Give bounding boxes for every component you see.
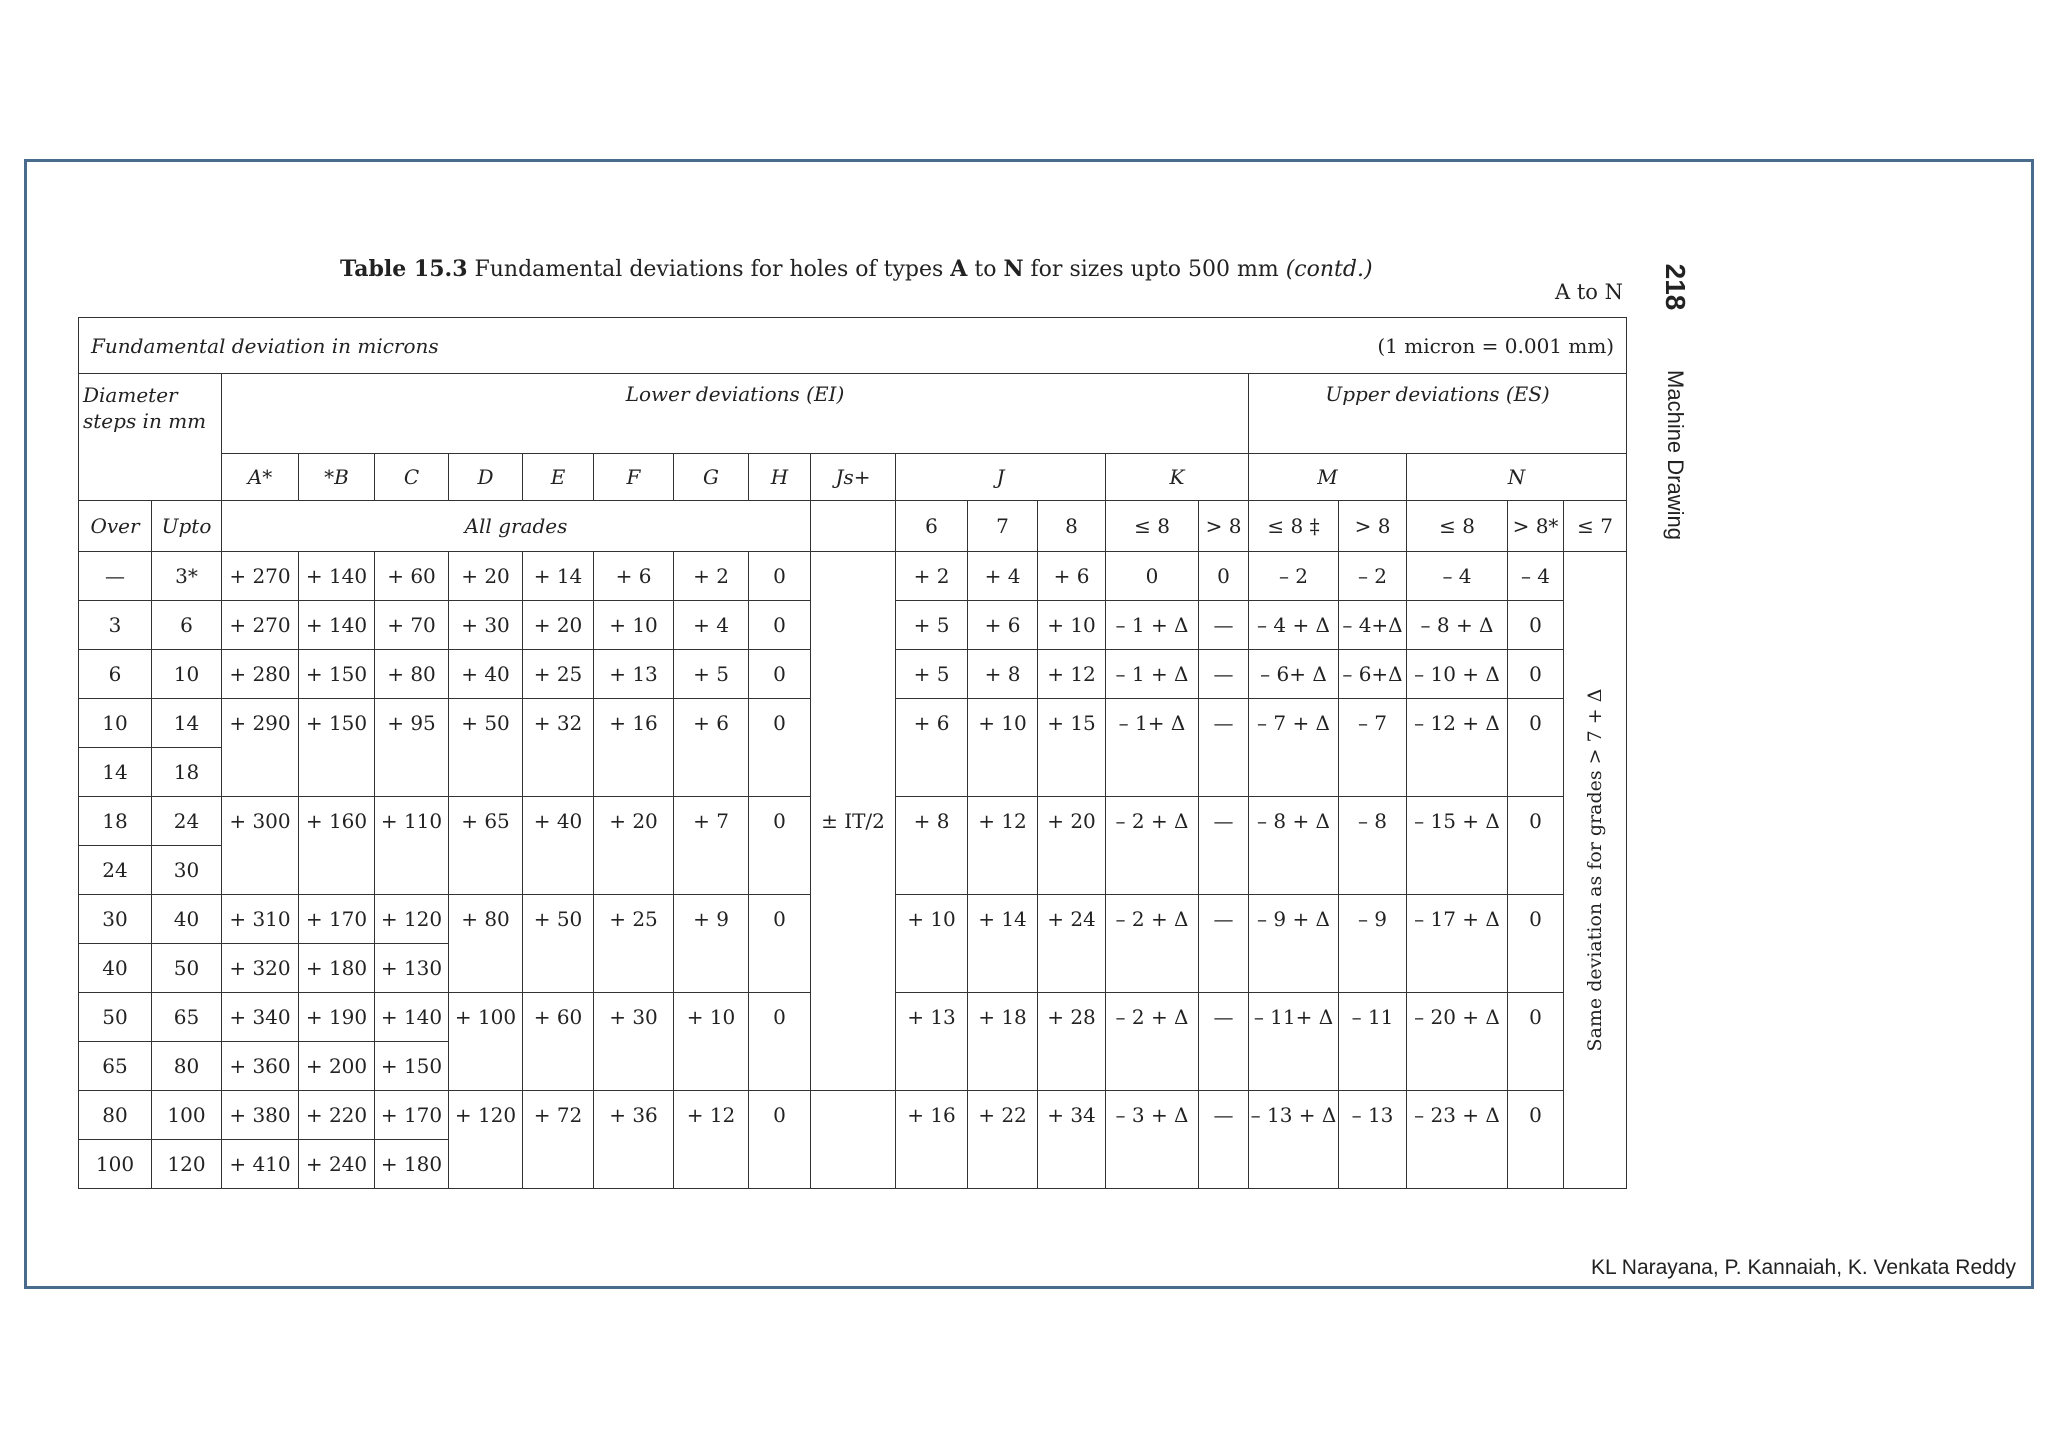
cell-upto: 30	[152, 846, 222, 895]
cell-k-gt8: —	[1199, 993, 1249, 1091]
col-n: N	[1407, 454, 1627, 501]
grade-m-gt8: > 8	[1339, 501, 1407, 552]
cell-k-gt8: —	[1199, 797, 1249, 895]
cell-b: + 220	[299, 1091, 375, 1140]
col-a: A*	[222, 454, 299, 501]
table-row	[79, 1091, 1627, 1140]
cell-k-gt8: —	[1199, 1091, 1249, 1189]
cell-d: + 65	[449, 797, 523, 895]
cell-k-gt8: —	[1199, 601, 1249, 650]
cell-over: 50	[79, 993, 152, 1042]
cell-j8: + 34	[1038, 1091, 1106, 1189]
lower-deviations-header: Lower deviations (EI)	[222, 374, 1249, 454]
cell-a: + 320	[222, 944, 299, 993]
cell-a: + 270	[222, 552, 299, 601]
cell-f: + 25	[594, 895, 674, 993]
cell-e: + 40	[523, 797, 594, 895]
cell-j8: + 20	[1038, 797, 1106, 895]
cell-n-le8: – 15 + Δ	[1407, 797, 1508, 895]
table-row	[79, 552, 1627, 601]
grade-n-le8: ≤ 8	[1407, 501, 1508, 552]
cell-c: + 95	[375, 699, 449, 797]
over-header: Over	[79, 501, 152, 552]
cell-e: + 50	[523, 895, 594, 993]
grade-m-le8: ≤ 8 ‡	[1249, 501, 1339, 552]
cell-k-gt8: 0	[1199, 552, 1249, 601]
cell-j6: + 10	[896, 895, 968, 993]
cell-n-gt8: 0	[1508, 1091, 1564, 1189]
cell-d: + 120	[449, 1091, 523, 1189]
cell-e: + 25	[523, 650, 594, 699]
cell-h: 0	[749, 699, 811, 797]
page-number: 218	[1660, 263, 1691, 311]
cell-c: + 130	[375, 944, 449, 993]
cell-c: + 120	[375, 895, 449, 944]
cell-b: + 190	[299, 993, 375, 1042]
js-grade-blank	[811, 501, 896, 552]
cell-n-le8: – 20 + Δ	[1407, 993, 1508, 1091]
cell-j8: + 6	[1038, 552, 1106, 601]
cell-m-le8: – 11+ Δ	[1249, 993, 1339, 1091]
grade-j7: 7	[968, 501, 1038, 552]
cell-n-le8: – 4	[1407, 552, 1508, 601]
cell-f: + 6	[594, 552, 674, 601]
col-f: F	[594, 454, 674, 501]
cell-upto: 100	[152, 1091, 222, 1140]
cell-m-le8: – 13 + Δ	[1249, 1091, 1339, 1189]
col-g: G	[674, 454, 749, 501]
cell-e: + 32	[523, 699, 594, 797]
cell-m-gt8: – 8	[1339, 797, 1407, 895]
cell-h: 0	[749, 1091, 811, 1189]
cell-upto: 80	[152, 1042, 222, 1091]
cell-g: + 2	[674, 552, 749, 601]
cell-over: 6	[79, 650, 152, 699]
cell-m-le8: – 8 + Δ	[1249, 797, 1339, 895]
col-js: Js+	[811, 454, 896, 501]
cell-k-le8: – 2 + Δ	[1106, 895, 1199, 993]
cell-n-gt8: – 4	[1508, 552, 1564, 601]
cell-b: + 200	[299, 1042, 375, 1091]
cell-m-gt8: – 11	[1339, 993, 1407, 1091]
cell-n-gt8: 0	[1508, 650, 1564, 699]
cell-over: 10	[79, 699, 152, 748]
same-deviation-note: Same deviation as for grades > 7 + Δ	[1564, 552, 1627, 1189]
header-row-letters	[79, 454, 1627, 501]
cell-n-gt8: 0	[1508, 797, 1564, 895]
cell-n-gt8: 0	[1508, 699, 1564, 797]
grade-k-le8: ≤ 8	[1106, 501, 1199, 552]
cell-n-gt8: 0	[1508, 601, 1564, 650]
cell-g: + 6	[674, 699, 749, 797]
cell-n-le8: – 8 + Δ	[1407, 601, 1508, 650]
cell-b: + 180	[299, 944, 375, 993]
upper-deviations-header: Upper deviations (ES)	[1249, 374, 1627, 454]
cell-over: 3	[79, 601, 152, 650]
cell-over: 18	[79, 797, 152, 846]
cell-j6: + 5	[896, 601, 968, 650]
cell-g: + 10	[674, 993, 749, 1091]
cell-over: 40	[79, 944, 152, 993]
cell-h: 0	[749, 895, 811, 993]
cell-upto: 50	[152, 944, 222, 993]
cell-c: + 140	[375, 993, 449, 1042]
cell-k-le8: – 2 + Δ	[1106, 993, 1199, 1091]
cell-over: 65	[79, 1042, 152, 1091]
grade-j8: 8	[1038, 501, 1106, 552]
cell-d: + 40	[449, 650, 523, 699]
cell-f: + 13	[594, 650, 674, 699]
cell-upto: 65	[152, 993, 222, 1042]
cell-j7: + 12	[968, 797, 1038, 895]
col-h: H	[749, 454, 811, 501]
cell-h: 0	[749, 601, 811, 650]
cell-j7: + 14	[968, 895, 1038, 993]
cell-b: + 140	[299, 601, 375, 650]
cell-m-gt8: – 6+Δ	[1339, 650, 1407, 699]
cell-n-gt8: 0	[1508, 895, 1564, 993]
header-row-deviations	[79, 374, 1627, 454]
col-j: J	[896, 454, 1106, 501]
cell-n-le8: – 12 + Δ	[1407, 699, 1508, 797]
cell-e: + 14	[523, 552, 594, 601]
cell-d: + 30	[449, 601, 523, 650]
cell-m-gt8: – 9	[1339, 895, 1407, 993]
cell-g: + 4	[674, 601, 749, 650]
cell-j8: + 24	[1038, 895, 1106, 993]
cell-a: + 380	[222, 1091, 299, 1140]
cell-f: + 10	[594, 601, 674, 650]
cell-k-le8: – 3 + Δ	[1106, 1091, 1199, 1189]
cell-over: 100	[79, 1140, 152, 1189]
cell-j6: + 8	[896, 797, 968, 895]
cell-upto: 3*	[152, 552, 222, 601]
cell-k-gt8: —	[1199, 895, 1249, 993]
cell-k-gt8: —	[1199, 650, 1249, 699]
cell-upto: 10	[152, 650, 222, 699]
cell-m-le8: – 6+ Δ	[1249, 650, 1339, 699]
grade-k-gt8: > 8	[1199, 501, 1249, 552]
cell-e: + 72	[523, 1091, 594, 1189]
cell-m-gt8: – 13	[1339, 1091, 1407, 1189]
cell-f: + 30	[594, 993, 674, 1091]
cell-b: + 240	[299, 1140, 375, 1189]
js-blank-cell	[811, 1091, 896, 1189]
cell-n-le8: – 17 + Δ	[1407, 895, 1508, 993]
cell-a: + 340	[222, 993, 299, 1042]
cell-b: + 140	[299, 552, 375, 601]
cell-a: + 300	[222, 797, 299, 895]
cell-n-le8: – 23 + Δ	[1407, 1091, 1508, 1189]
col-d: D	[449, 454, 523, 501]
cell-b: + 160	[299, 797, 375, 895]
cell-j7: + 22	[968, 1091, 1038, 1189]
cell-upto: 40	[152, 895, 222, 944]
cell-b: + 170	[299, 895, 375, 944]
cell-upto: 6	[152, 601, 222, 650]
cell-j6: + 2	[896, 552, 968, 601]
cell-m-le8: – 2	[1249, 552, 1339, 601]
cell-k-le8: 0	[1106, 552, 1199, 601]
cell-m-le8: – 7 + Δ	[1249, 699, 1339, 797]
js-value-cell: ± IT/2	[811, 552, 896, 1091]
cell-n-le8: – 10 + Δ	[1407, 650, 1508, 699]
cell-over: 80	[79, 1091, 152, 1140]
col-c: C	[375, 454, 449, 501]
deviations-table	[78, 317, 1627, 1189]
cell-j6: + 5	[896, 650, 968, 699]
cell-k-le8: – 2 + Δ	[1106, 797, 1199, 895]
diameter-steps-header: Diameter steps in mm	[79, 374, 222, 501]
cell-n-gt8: 0	[1508, 993, 1564, 1091]
cell-b: + 150	[299, 650, 375, 699]
cell-g: + 12	[674, 1091, 749, 1189]
cell-d: + 20	[449, 552, 523, 601]
cell-c: + 180	[375, 1140, 449, 1189]
header-row-grades	[79, 501, 1627, 552]
cell-f: + 20	[594, 797, 674, 895]
cell-a: + 360	[222, 1042, 299, 1091]
cell-m-le8: – 4 + Δ	[1249, 601, 1339, 650]
cell-upto: 120	[152, 1140, 222, 1189]
cell-c: + 170	[375, 1091, 449, 1140]
cell-over: 30	[79, 895, 152, 944]
cell-over: 24	[79, 846, 152, 895]
grade-n-le7: ≤ 7	[1564, 501, 1627, 552]
fundamental-deviation-header: Fundamental deviation in microns (1 micron = 0.001 mm)	[79, 318, 1627, 374]
grade-j6: 6	[896, 501, 968, 552]
cell-h: 0	[749, 552, 811, 601]
cell-m-gt8: – 2	[1339, 552, 1407, 601]
cell-d: + 80	[449, 895, 523, 993]
authors-credit: KL Narayana, P. Kannaiah, K. Venkata Reddy	[1591, 1256, 2016, 1279]
cell-e: + 60	[523, 993, 594, 1091]
cell-j8: + 28	[1038, 993, 1106, 1091]
cell-j7: + 4	[968, 552, 1038, 601]
cell-m-le8: – 9 + Δ	[1249, 895, 1339, 993]
cell-a: + 410	[222, 1140, 299, 1189]
cell-c: + 110	[375, 797, 449, 895]
cell-m-gt8: – 7	[1339, 699, 1407, 797]
cell-upto: 24	[152, 797, 222, 846]
cell-g: + 5	[674, 650, 749, 699]
cell-j7: + 18	[968, 993, 1038, 1091]
cell-a: + 290	[222, 699, 299, 797]
cell-a: + 270	[222, 601, 299, 650]
cell-j7: + 10	[968, 699, 1038, 797]
cell-d: + 100	[449, 993, 523, 1091]
cell-k-le8: – 1 + Δ	[1106, 650, 1199, 699]
cell-j8: + 12	[1038, 650, 1106, 699]
cell-h: 0	[749, 797, 811, 895]
cell-g: + 7	[674, 797, 749, 895]
cell-f: + 16	[594, 699, 674, 797]
cell-j6: + 16	[896, 1091, 968, 1189]
cell-a: + 280	[222, 650, 299, 699]
col-b: *B	[299, 454, 375, 501]
cell-b: + 150	[299, 699, 375, 797]
cell-upto: 14	[152, 699, 222, 748]
cell-m-gt8: – 4+Δ	[1339, 601, 1407, 650]
cell-a: + 310	[222, 895, 299, 944]
book-title: Machine Drawing	[1663, 370, 1688, 540]
cell-c: + 150	[375, 1042, 449, 1091]
all-grades-header: All grades	[222, 501, 811, 552]
cell-c: + 70	[375, 601, 449, 650]
range-label: A to N	[1555, 280, 1623, 304]
cell-k-le8: – 1 + Δ	[1106, 601, 1199, 650]
cell-upto: 18	[152, 748, 222, 797]
cell-j6: + 6	[896, 699, 968, 797]
col-e: E	[523, 454, 594, 501]
cell-f: + 36	[594, 1091, 674, 1189]
cell-c: + 60	[375, 552, 449, 601]
cell-j7: + 8	[968, 650, 1038, 699]
cell-over: 14	[79, 748, 152, 797]
upto-header: Upto	[152, 501, 222, 552]
col-k: K	[1106, 454, 1249, 501]
cell-j8: + 10	[1038, 601, 1106, 650]
cell-h: 0	[749, 993, 811, 1091]
table-title: Table 15.3 Fundamental deviations for holes of types A to N for sizes upto 500 mm (contd.)	[340, 256, 1373, 282]
cell-c: + 80	[375, 650, 449, 699]
cell-d: + 50	[449, 699, 523, 797]
cell-e: + 20	[523, 601, 594, 650]
cell-j6: + 13	[896, 993, 968, 1091]
header-row-top	[79, 318, 1627, 374]
cell-j8: + 15	[1038, 699, 1106, 797]
cell-k-le8: – 1+ Δ	[1106, 699, 1199, 797]
cell-k-gt8: —	[1199, 699, 1249, 797]
grade-n-gt8: > 8*	[1508, 501, 1564, 552]
cell-j7: + 6	[968, 601, 1038, 650]
cell-h: 0	[749, 650, 811, 699]
cell-g: + 9	[674, 895, 749, 993]
col-m: M	[1249, 454, 1407, 501]
cell-over: —	[79, 552, 152, 601]
